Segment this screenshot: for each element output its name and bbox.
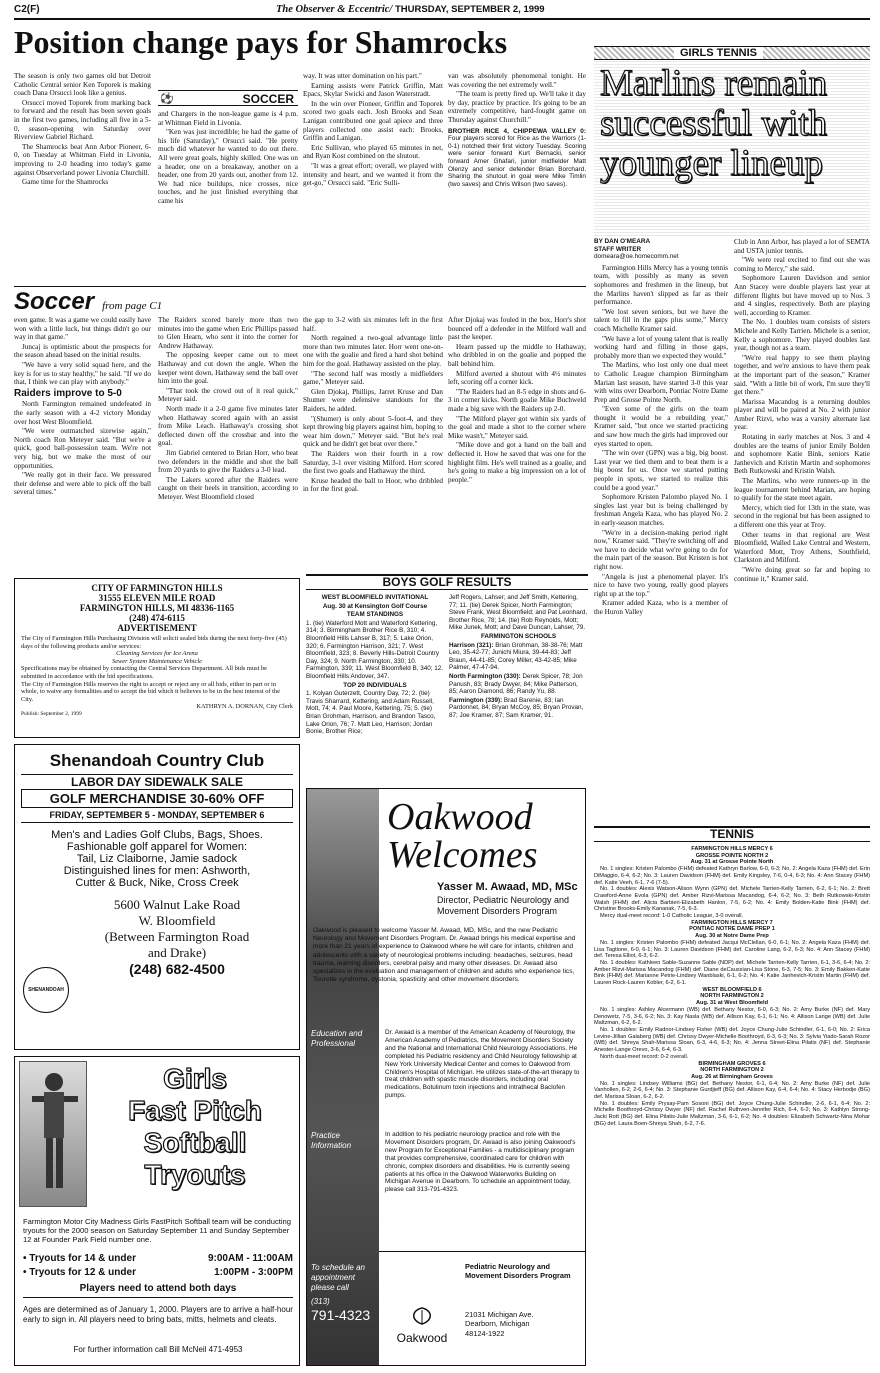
- oakwood-p1: Oakwood is pleased to welcome Yasser M. Awaad, MD, MSc, and the new Pediatric Neurology and Movement Disorders Program. Dr. Awaad brings his medical expertise and more than 21 years of experience to Oakwood where he will care for infants, children and adolescents with a variety of neurological problems including: headaches, seizures, head trauma, learning disorders, cerebral palsy and many other diseases. Dr. Awaad also specializes in the evaluation and management of children and adults who experience tics, Tourette syndrome, dystonia, spasticity and other movement disorders.: [313, 927, 576, 984]
- callout-line: please call: [311, 1283, 349, 1292]
- paragraph: Club in Ann Arbor, has played a lot of SEMTA and USTA junior tennis.: [734, 238, 870, 255]
- result-text: No. 1 singles: Kristen Palombo (FHM) defeated Kathryn Barlow, 6-0, 6-3; No. 2: Angela Kaza (FHM) def. Erin DiMaggio, 6-4, 6-2; No. 3: Lauren Davidson (FHM) def. Emily Kingsley, 7-6, 0-4, 6-3; No. 4: Ann Stacey (FHM) def. Katie Veeh, 6-1, 7-6 (7-5).: [594, 866, 870, 886]
- paragraph: The Marlins, who were runners-up in the league tournament behind Marian, are hoping to qualify for the state meet again.: [734, 477, 870, 503]
- paragraph: Milford averted a shutout with 4½ minutes left, scoring off a corner kick.: [448, 369, 586, 387]
- lead-bottom-rule: [14, 286, 586, 287]
- golf-entry: [449, 673, 588, 696]
- attend-notice: Players need to attend both days: [23, 1283, 293, 1298]
- paragraph: "That took the crowd out of it real quick," Meteyer said.: [158, 386, 298, 404]
- paragraph: North made it a 2-0 game five minutes later when Hathaway scored again with an assist from Mike Leach. Hathaway's crossing shot deflected down off the crossbar and into the goal.: [158, 404, 298, 448]
- golf-entry: [306, 603, 444, 611]
- lead-col-2: [158, 110, 298, 284]
- paragraph: "We were outmatched sizewise again," North coach Ron Meteyer said. "But we're a quick, good ball-possession team. We're not very big, but we make the most of our opportunities.: [14, 427, 151, 470]
- golf-entry-text: 1. Kolyan Guterzett, Country Day, 72; 2. (tie) Travis Sharrard, Kettering, and Adam Russell, Mott, 74; 4. Paul Moore, Kettering, 75; 5. (tie) Brian Grohman, Harrison, and Brandon Tasco, Lake Orion, 76; 7. Matt Leo, Harrison; Jordan Bonie, Brother Rice;: [306, 690, 436, 736]
- oakwood-title: Oakwood: [387, 796, 533, 838]
- paragraph: "We're real happy to see them playing together, and we're anxious to have them peak at the important part of the season," Kramer said. "With a little bit of work, I'm sure they'll get there.": [734, 353, 870, 397]
- result-heading: Aug. 30 at Notre Dame Prep: [695, 933, 769, 940]
- ad-item-2: Sewer System Maintenance Vehicle: [112, 657, 202, 665]
- address-line: W. Bloomfield: [138, 913, 216, 928]
- result-heading: Aug. 31 at Grosse Pointe North: [690, 859, 774, 866]
- boys-golf-title: BOYS GOLF RESULTS: [306, 574, 588, 590]
- publication-name: [276, 4, 545, 15]
- oakwood-footer: [379, 1251, 585, 1365]
- result-text: No. 1 doubles: Emily Radnor-Lindsey Fisher (WB) def. Joyce Chung-Julie Schindler, 6-1, 6-0; No. 2: Erica Levine-Jillian Galaberg (WB) def. Chrissy Dwyer-Michelle Boothroyd, 6-3, 6-3; No. 3: Sylvia Yiado-Sarah Rozor (WB) def. Shreya Shah-Marissa Sloan, 6-3, 4-6, 6-3; No. 4: Jenna Street-Elina Pilatis (NF) def. Stephanie Anester-Lange Orevo, 3-6, 6-4, 6-3.: [594, 1026, 870, 1054]
- oak-leaf-icon: [408, 1306, 436, 1326]
- golf-entry-text: 1. (tie) Waterford Mott and Waterford Kettering, 314; 3. Birmingham Brother Rice B, 310; 4. Bloomfield Hills Lahser B, 317; 5. Lake Orion, 320; 6. Farmington Harrison, 321; 7. West Bloomfield, 323; 8. Beverly Hills-Detroit Country Day, 324; 9. North Farmington, 330; 10. Farmington, 339; 11. West Bloomfield B, 340; 12. Bloomfield Hills Andover, 347.: [306, 619, 443, 680]
- ad-publish: Publish: September 2, 1999: [21, 710, 82, 717]
- program-line: Movement Disorders Program: [465, 1271, 571, 1280]
- side-label-line: Information: [311, 1141, 352, 1150]
- address-line: 21031 Michigan Ave.: [465, 1310, 534, 1319]
- program-line: Pediatric Neurology and: [465, 1262, 551, 1271]
- paragraph: The Raiders scored barely more than two minutes into the game when Eric Phillips passed to Glen Hearn, who sent it into the corner for Andrew Hathaway.: [158, 316, 298, 350]
- address-line: 48124-1922: [465, 1328, 505, 1338]
- golf-entry: [449, 697, 588, 720]
- result-text: No. 1 singles: Ashley Alcermann (WB) def. Bethany Nestor, 6-0, 6-3; No. 2: Amy Burke (NF) def. Mary Denowetz, 7-5, 3-6, 6-2; No. 3: Kay Nasla (WB) def. Allison Kay, 6-1, 6-1; No. 4: Allison Lange (WB) def. Julie Maltzman, 6-2, 6-2.: [594, 1006, 870, 1027]
- paragraph: "We have a lot of young talent that is really working hard and filling in those gaps, probably more than we expected they would.": [594, 334, 728, 360]
- paragraph: "(Shumer) is only about 5-foot-4, and they kept throwing big players against him, hoping to wear him down," Meteyer said. "But he's real quick and he didn't get beat over there.": [303, 414, 443, 449]
- golf-entry-heading: Farmington (339):: [449, 696, 503, 704]
- appointment-callout: [311, 1263, 377, 1323]
- oakwood-logo: [387, 1306, 457, 1345]
- result-text: No. 1 singles: Kristen Palombo (FHM) defeated Jacqui McClellan, 6-0, 6-1; No. 2: Angela Kaza (FHM) def. Lisa Tagtione, 6-0, 6-1; No. 3: Lauren Davidson (FHM) def. Caroline Lang, 6-2, 6-3; No. 4: Ann Stacey (FHM) def. Teresa Elliot, 6-3, 6-2.: [594, 939, 870, 960]
- tennis-results-title: TENNIS: [594, 826, 870, 842]
- oakwood-welcomes: Welcomes: [387, 834, 538, 876]
- paragraph: "It was a great effort; overall, we played with intensity and heart, and we wanted it from the get-go," Orsucci said. "Eric Sulli-: [303, 161, 443, 188]
- result-text: North dual-meet record: 0-2 overall.: [600, 1053, 689, 1060]
- side-label-line: Professional: [311, 1039, 356, 1048]
- tryout-2: [23, 1267, 293, 1278]
- title-line: Fast Pitch: [128, 1095, 262, 1126]
- paragraph: way. It was utter domination on his part.": [303, 72, 422, 80]
- address-line: 5600 Walnut Lake Road: [113, 897, 241, 912]
- golf-entry-heading: TOP 20 INDIVIDUALS: [343, 681, 407, 689]
- paragraph: "We were real excited to find out she was coming to Mercy," she said.: [734, 256, 870, 273]
- paragraph: The season is only two games old but Detroit Catholic Central senior Ken Toporek is making coach Dana Orsucci look like a genius.: [14, 72, 151, 98]
- soccer-jump-title: [14, 288, 586, 312]
- ad-heading: ADVERTISEMENT: [117, 623, 197, 633]
- tennis-col-2: [734, 238, 870, 822]
- subhead: Raiders improve to 5-0: [14, 387, 122, 399]
- tryout-label: • Tryouts for 14 & under: [23, 1253, 136, 1264]
- golf-entry-heading: North Farmington (330):: [449, 672, 521, 680]
- paragraph: Marissa Macandog is a returning doubles player and will be paired at No. 2 with junior Amber Rizvi, who was a varsity alternate last year.: [734, 397, 870, 432]
- ad-item-1: Cleaning Services for Ice Arena: [116, 650, 198, 658]
- side-label-education: [311, 1029, 375, 1049]
- jump-col-2: [158, 316, 298, 572]
- title-line: Softball: [143, 1127, 247, 1158]
- paragraph: "The win over (GPN) was a big, big boost. Last year we tied them and to beat them is a big boost for us. Once we started putting people in spots, we started to realize this could be a good year.": [594, 449, 728, 492]
- paragraph: Kramer added Kaza, who is a member of the Huron Valley: [594, 599, 728, 616]
- result-heading: Aug. 26 at Birmingham Groves: [691, 1073, 773, 1080]
- byline-email: domeara@oe.homecomm.net: [594, 253, 679, 261]
- club-phone: (248) 682-4500: [129, 961, 225, 977]
- lead-col-4: [448, 72, 586, 284]
- brief-text: Four players scored for Rice as the Warriors (1-0-1) notched their first victory Tuesday. Scoring were senior forward Kurt Bernacki, senior forward Amer Ghafari, junior midfielder Matt Olenzy and senior defender Brian Borchard. Sharing the shutout in goal were Mike Timlin (two saves) and Chris Wilson (two saves).: [448, 135, 586, 188]
- golf-entry-text: Jeff Rogers, Lahser; and Jeff Smith, Kettering, 77; 11. (tie) Derek Spicer, North Farmington; Steve Frank, West Bloomfield; and Pat Leonhard, Brother Rice, 78; 14. (tie) Rob Reynolds, Mott; Mike Junek, Mott; and Dave Duncan, Lahser, 79.: [449, 594, 588, 632]
- paragraph: "We really got in their face. We pressured their defense and were able to pick off the ball several times.": [14, 471, 151, 497]
- paragraph: van was absolutely phenomenal tonight. He was covering the net extremely well.": [448, 72, 586, 89]
- side-label-line: Practice: [311, 1131, 340, 1140]
- ad-line: Distinguished lines for men: Ashworth,: [63, 865, 251, 877]
- side-label-practice: [311, 1131, 375, 1151]
- golf-entry-heading: FARMINGTON SCHOOLS: [480, 632, 557, 640]
- paragraph: "The second half was mostly a midfielders game," Meteyer said.: [303, 369, 443, 387]
- ad-line: Tail, Liz Claiborne, Jamie sadock: [76, 853, 238, 865]
- result-text: No. 1 singles: Lindsey Williams (BG) def. Bethany Nestor, 6-1, 6-4; No. 2: Amy Burke (NF) def. Julie Vanhollen, 6-2, 2-6, 6-4; No. 3: Stephanie Gurdjieff (BG) def. Allison Kay, 6-4, 6-4; No. 4: Stacy Herbodje (BG) def. Marissa Sloan, 6-2, 6-2.: [594, 1080, 870, 1101]
- paragraph: Game time for the Shamrocks: [22, 178, 109, 187]
- shenandoah-ad: [14, 744, 300, 1050]
- paragraph: The Marlins, who lost only one dual meet to Catholic League champion Birmingham Marian last season, have started 3-0 this year with wins over Dearborn, Pontiac Notre Dame Prep and Grosse Pointe North.: [594, 361, 728, 404]
- side-label-line: Education and: [311, 1029, 363, 1038]
- lead-col-3: [303, 72, 443, 284]
- address-line: Dearborn, Michigan: [465, 1319, 530, 1329]
- doctor-role: Director, Pediatric Neurology and: [437, 895, 570, 905]
- player-silhouette-icon: [20, 1062, 88, 1208]
- paragraph: Hearn passed up the middle to Hathaway, who dribbled in on the goalie and popped the ball behind him.: [448, 342, 586, 368]
- tryout-time: 1:00PM - 3:00PM: [214, 1267, 293, 1278]
- oakwood-p2: Dr. Awaad is a member of the American Academy of Neurology, the American Academy of Pediatrics, the Movement Disorders Society and the National and International Child Neurology Associations. He completed his Pediatric residency and Child Neurology fellowship at New York University Medical Center and comes to Oakwood from Children's Hospital of Michigan. He utilizes state-of-the-art therapy to treat children with spastic muscle disorders, including oral medications, Botulinum toxin injections and intrathecal Baclofen pumps.: [385, 1029, 580, 1100]
- ad-address-1: 31555 ELEVEN MILE ROAD: [98, 593, 216, 603]
- paragraph: Sophomore Lauren Davidson and senior Ann Stacey were double players last year at different flights but have moved up to Nos. 3 and 4 singles, respectively. Both are playing well, according to Kramer.: [734, 274, 870, 317]
- byline: BY DAN O'MEARA: [594, 238, 651, 245]
- paragraph: "We're in a decision-making period right now," Kramer said. "They're switching off and we have to decide what we're going to do for the main part of the season. But Kristen is hot right now.: [594, 528, 728, 571]
- paragraph: Orsucci moved Toporek from marking back to forward and the result has been seven goals in the first two games, including all five in a 5-0, season-opening win Saturday over Riverview Gabriel Richard.: [14, 98, 151, 142]
- address-line: and Drake): [147, 945, 207, 960]
- ad-line: Fashionable golf apparel for Women:: [66, 841, 248, 853]
- paragraph: Eric Sullivan, who played 65 minutes in net, and Ryan Kost combined on the shutout.: [303, 143, 443, 161]
- result-text: No. 1 doubles: Emily Prysay-Pam Sosoni (BG) def. Joyce Chung-Julie Schindler, 2-6, 6-1, 6-4; No. 2: Michelle Boothroyd-Chrissy Dwyer (NF) def. Rachel Ruthven-Jennifer Rich, 6-4, 6-2; No. 3: Kathlyn Strong-Jacki Rott (BG) def. Elina Pilatis-Julie Maltzman, 3-6, 6-1, 6-2; No. 4 doubles: Elizabeth Schwartz-Nina Mohar (BG) def. Laura Boen-Shreya Shah, 6-2, 7-6.: [594, 1100, 870, 1127]
- result-heading: PONTIAC NOTRE DAME PREP 1: [689, 926, 775, 933]
- title-line: Tryouts: [144, 1159, 246, 1190]
- byline-title: STAFF WRITER: [594, 245, 642, 253]
- soccer-section-label: [158, 90, 298, 106]
- paragraph: The Shamrocks beat Ann Arbor Pioneer, 6-0, on Tuesday at Whitman Field in Livonia, improving to 2-0 heading into today's game against Observerland power Livonia Churchill.: [14, 142, 151, 177]
- publication-date: THURSDAY, SEPTEMBER 2, 1999: [394, 4, 545, 15]
- paragraph: "We're doing great so far and hoping to continue it," Kramer said.: [734, 565, 870, 583]
- oakwood-p3: In addition to his pediatric neurology practice and role with the Movement Disorders program, Dr. Awaad is also joining Oakwood's new Program for Exceptional Families - a multidisciplinary program that provides comprehensive, coordinated care for children with chronic, complex disorders and disabilities. He is currently seeing patients at his office in the Oakwood Waterworks Building on Michigan Avenue in Dearborn. To schedule an appointment today, please call 313-791-4323.: [385, 1131, 576, 1194]
- ad-line: Men's and Ladies Golf Clubs, Bags, Shoes.: [51, 829, 263, 841]
- oakwood-ad: [306, 788, 586, 1366]
- page-number: C2(F): [14, 4, 40, 15]
- golf-entry: [449, 633, 588, 641]
- softball-player-image: [19, 1061, 87, 1207]
- jump-col-4: [448, 316, 586, 572]
- info-line: For further information call Bill McNeil 471-4953: [73, 1345, 243, 1354]
- jump-title: Soccer: [14, 288, 95, 312]
- ad-phone: (248) 474-6115: [129, 613, 185, 623]
- page-header: [14, 4, 870, 18]
- club-logo: [23, 967, 69, 1013]
- paragraph: The Lakers scored after the Raiders were caught on their heels in transition, according to Meteyer. West Bloomfield closed: [158, 475, 298, 501]
- jump-col-1: [14, 316, 151, 572]
- paragraph: Mercy, which tied for 13th in the state, was second in the regional but has been assigned to a different one this year at Troy.: [734, 503, 870, 529]
- paragraph: Sophomore Kristen Palombo played No. 1 singles last year but is being challenged by freshman Angela Kaza, who has played No. 2 in early-season matches.: [594, 493, 728, 527]
- logo-text: SHENANDOAH: [28, 987, 64, 993]
- paragraph: Earning assists were Patrick Griffin, Matt Epacs, Skylar Swicki and Jason Waterstradt.: [303, 81, 443, 99]
- golf-entry-heading: Harrison (321):: [449, 641, 494, 649]
- merch-banner: GOLF MERCHANDISE 30-60% OFF: [21, 789, 293, 808]
- tryout-1: [23, 1253, 293, 1264]
- paragraph: Farmington Hills Mercy has a young tennis team, with possibly as many as seven sophomores and freshmen in the lineup, but the Marlins haven't slipped as far as their performance.: [594, 263, 728, 307]
- lead-headline: Position change pays for Shamrocks: [14, 24, 508, 60]
- golf-entry: [306, 682, 444, 690]
- paragraph: North regained a two-goal advantage little more than two minutes later. Horr went one-on-one with the goalie and fired a hard shot behind him for the goal. Hathaway assisted on the play.: [303, 334, 443, 368]
- brief-heading: BROTHER RICE 4, CHIPPEWA VALLEY 0:: [448, 127, 586, 135]
- result-heading: BIRMINGHAM GROVES 6: [698, 1060, 766, 1067]
- footer-program: [465, 1262, 571, 1280]
- tennis-headline: Marlins remain successful with younger lineup: [594, 60, 870, 236]
- result-heading: FARMINGTON HILLS MERCY 7: [691, 919, 773, 926]
- address-line: (Between Farmington Road: [104, 929, 250, 944]
- club-address: [61, 897, 293, 977]
- golf-entry: [306, 620, 444, 681]
- result-text: No. 1 doubles: Alexis Watson-Alison Wynn (GPN) def. Michele Tarrien-Kelly Tarrien, 6-2, 6-1; No. 2: Brett Crawford-Anne Evola (GPN) def. Amber Rizvi-Marissa Macandog, 6-4, 6-2; No. 3: Beth Rutkowski-Kristin Walsh (FHM) def. Alicia Barbieri-Elizabeth Hanlon, 7-5, 6-2; No. 4: Emily Bolden-Katie Bink (FHM) def. Christine Brooks-Emily Kananak, 7-5, 6-3.: [594, 886, 870, 913]
- title-line: Girls: [163, 1063, 227, 1094]
- paragraph: "Even some of the girls on the team thought it would be a rebuilding year," Kramer said, "but once we started practicing and saw how much the girls had improved our eyes started to open.: [594, 405, 728, 448]
- golf-entry-text: Brad Barenie, 83; Ian Pardonnet, 84; Bryan McCoy, 85; Bryan Provan, 87; Joe Kramer, 87; Sam Kramer, 91.: [449, 696, 584, 719]
- paragraph: and Chargers in the non-league game is 4 p.m. at Whitman Field in Livonia.: [158, 110, 298, 127]
- paragraph: North Farmington remained undefeated in the early season with a 4-2 victory Monday over host West Bloomfield.: [14, 400, 151, 426]
- softball-ad: [14, 1056, 300, 1366]
- paragraph: Other teams in that regional are West Bloomfield, Walled Lake Central and Western, Waterford Mott, Troy Athens, Southfield, Clarkston and Milford.: [734, 530, 870, 565]
- callout-phone: 791-4323: [311, 1307, 371, 1323]
- paragraph: Jim Gabriel centered to Brian Horr, who beat two defenders in the middle and shot the ball from 20 yards to give the Raiders a 3-0 lead.: [158, 448, 298, 475]
- paragraph: Glen Djokaj, Phillips, Jarret Kruse and Dan Shumer were defensive standouts for the Raiders, he added.: [303, 387, 443, 413]
- golf-entry-heading: WEST BLOOMFIELD INVITATIONAL: [321, 594, 429, 601]
- city-legal-ad: [14, 578, 300, 738]
- golf-entry-heading: Aug. 30 at Kensington Golf Course: [322, 602, 428, 610]
- golf-entry: [449, 642, 588, 672]
- tennis-col-1: [594, 238, 728, 822]
- paragraph: "Mike dove and got a hand on the ball and deflected it. How he saved that was one for the highlight film. He's well trained as a goalie, and he's going to make a big impression on a lot of people.": [448, 441, 586, 484]
- section-label-text: SOCCER: [242, 92, 294, 106]
- ad-body-1: The City of Farmington Hills Purchasing Division will solicit sealed bids during the next forty-five (45) days of the following products and/or services:: [21, 635, 287, 650]
- paragraph: "The Raiders had an 8-5 edge in shots and 6-3 in corner kicks. North goalie Mike Buchweld made a big save with the Raiders up 2-0.: [448, 387, 586, 413]
- ages-note: Ages are determined as of January 1, 2000. Players are to arrive a half-hour early to sign in. All players need to bring bats, mitts, helmets and cleats.: [23, 1305, 293, 1324]
- ad-body-2: Specifications may be obtained by contacting the Central Services Department. All bids must be submitted in accordance with the bid specifications.: [21, 665, 267, 680]
- result-text: Mercy dual-meet record: 1-0 Catholic League, 3-0 overall.: [600, 913, 744, 920]
- sale-dates: FRIDAY, SEPTEMBER 5 - MONDAY, SEPTEMBER 6: [21, 808, 293, 823]
- paragraph: Juncaj is optimistic about the prospects for the season ahead based on the initial results.: [14, 342, 151, 360]
- footer-address: [465, 1310, 533, 1338]
- ad-org: CITY OF FARMINGTON HILLS: [91, 583, 223, 593]
- golf-entry: [449, 594, 588, 632]
- ad-body-3: The City of Farmington Hills reserves the right to accept or reject any or all bids, either in part or in whole, to waive any formalities and to accept the bid which it believes to be in the best interest of the City.: [21, 680, 280, 703]
- paragraph: "We lost seven seniors, but we have the talent to fill in the gaps plus some," Mercy coach Michelle Kramer said.: [594, 307, 728, 333]
- golf-entry-heading: TEAM STANDINGS: [346, 611, 404, 619]
- result-heading: FARMINGTON HILLS MERCY 6: [691, 846, 773, 852]
- ad-line: Cutter & Buck, Nike, Cross Creek: [75, 877, 239, 889]
- golf-col-1: [306, 594, 444, 782]
- soccer-ball-icon: ⚽: [160, 93, 174, 105]
- paragraph: In the win over Pioneer, Griffin and Toporek scored two goals each. Josh Brooks and Sean Lanigan contributed one goal apiece and three players collected one assist each: Brooks, Griffin and Lanigan.: [303, 99, 443, 143]
- golf-entry: [306, 594, 444, 602]
- result-heading: Aug. 31 at West Bloomfield: [695, 1000, 768, 1007]
- paragraph: Rotating in early matches at Nos. 3 and 4 doubles are the teams of junior Emily Bolden and sophomore Katie Bink, seniors Katie Janhevich and Kristin Martin and sophomores Beth Rutkowski and Kristin Walsh.: [734, 433, 870, 476]
- sale-banner: LABOR DAY SIDEWALK SALE: [21, 774, 293, 789]
- doctor-role: Movement Disorders Program: [437, 906, 558, 916]
- tryout-time: 9:00AM - 11:00AM: [207, 1253, 293, 1264]
- paragraph: The No. 1 doubles team consists of sisters Michele and Kelly Tarrien. Michele is a senior, Kelly a sophomore. They played doubles last year, though not as a team.: [734, 318, 870, 353]
- result-heading: NORTH FARMINGTON 2: [700, 1067, 764, 1074]
- golf-entry: [306, 690, 444, 736]
- callout-line: appointment: [311, 1273, 356, 1282]
- jump-from: from page C1: [102, 300, 163, 312]
- paragraph: "The team is pretty fired up. We'll take it day by day, practice by practice. It's going to be an extremely competitive, hard-fought game on Thursday against Churchill.": [448, 90, 586, 124]
- paragraph: "Ken was just incredible; he had the game of his life (Saturday)," Orsucci said. "He pretty much did whatever he wanted to do out there. All were great goals, highly skilled. One was on a header, one on a breakaway, another on a header, one from 20 yards out, another from 12. We had nice buildups, nice crosses, nice touches, and he just finished everything that came his: [158, 128, 298, 205]
- ad-address-2: FARMINGTON HILLS, MI 48336-1165: [79, 603, 235, 613]
- paragraph: "Angela is just a phenomenal player. It's nice to have two young, really good players right up at the top.": [594, 572, 728, 598]
- softball-title: [93, 1063, 297, 1191]
- brief: [448, 128, 586, 189]
- golf-entry-text: Derek Spicer, 78; Jon Panush, 83; Brady Dwyer, 84; Mike Patterson, 85; Aaron Diamond, 86; Randy Yu, 88.: [449, 672, 583, 696]
- paragraph: "The Milford player got within six yards of the goal and made a shot to the corner where Mike wasn't," Meteyer said.: [448, 414, 586, 440]
- golf-entry: [306, 611, 444, 619]
- result-heading: GROSSE POINTE NORTH 2: [695, 852, 769, 859]
- jump-col-3: [303, 316, 443, 572]
- publication-title: The Observer & Eccentric/: [276, 4, 393, 15]
- banner-text: GIRLS TENNIS: [674, 47, 763, 59]
- golf-entry-text: Brian Grohman, 38-38-76; Matt Leo, 35-42-77; Junichi Miura, 39-44-83; Jeff Braun, 44-41-85; Corey Miller, 43-42-85; Mike Palmer, 47-47-94.: [449, 641, 583, 672]
- doctor-name: Yasser M. Awaad, MD, MSc: [437, 881, 578, 893]
- callout-line: To schedule an: [311, 1263, 365, 1272]
- girls-tennis-banner: [594, 46, 870, 60]
- result-heading: NORTH FARMINGTON 2: [700, 993, 764, 1000]
- paragraph: Kruse headed the ball to Hoor, who dribbled in for the first goal.: [303, 476, 443, 494]
- paragraph: The opposing keeper came out to meet Hathaway and cut down the angle. When the keeper went down, Hathaway send the ball over him into the goal.: [158, 351, 298, 386]
- paragraph: "We have a very solid squad here, and the key is for us to stay healthy," he said. "If we do that, I think we can play with anybody.": [14, 360, 151, 387]
- lead-col-1: [14, 72, 151, 284]
- paragraph: After Djokaj was fouled in the box, Horr's shot bounced off a defender in the Milford wall and past the keeper.: [448, 316, 586, 342]
- tryout-label: • Tryouts for 12 & under: [23, 1267, 136, 1278]
- club-name: Shenandoah Country Club: [49, 751, 265, 770]
- callout-line: (313): [311, 1297, 330, 1306]
- tennis-results: [594, 846, 870, 1368]
- paragraph: the gap to 3-2 with six minutes left in the first half.: [303, 316, 443, 333]
- ad-signer: KATHRYN A. DORNAN, City Clerk: [196, 703, 293, 711]
- result-heading: WEST BLOOMFIELD 6: [702, 986, 762, 993]
- logo-word: Oakwood: [396, 1331, 448, 1345]
- paragraph: The Raiders won their fourth in a row Saturday, 3-1 over visiting Milford. Horr scored the first two goals and Hathaway the third.: [303, 449, 443, 476]
- paragraph: even game. It was a game we could easily have won with a little luck, but things didn't go our way in that game.": [14, 316, 151, 342]
- golf-col-2: [449, 594, 588, 782]
- result-text: No. 1 doubles: Kathleen Sable-Suzanne Sable (NDP) def. Michele Tarrien-Kelly Tarrien, 6-1, 3-6, 6-4; No. 2: Amber Rizvi-Marissa Macandog (FHM) def. Diane deCaussian-Lisa Stone, 6-3, 7-5; No. 3: Emily Bakken-Katie Bink (FHM) def. Marianne Petrie-Lindsey Wanblaski, 6-1, 6-2; No. 4: Katie Janhevich-Kristin Martin (FHM) def. Lauren Rock-Lauren Kobler, 6-2, 6-1.: [594, 959, 870, 987]
- softball-body: Farmington Motor City Madness Girls FastPitch Softball team will be conducting tryouts for the 2000 season on Saturday September 11 and Sunday September 12 at Founder Park Field number one.: [23, 1217, 291, 1244]
